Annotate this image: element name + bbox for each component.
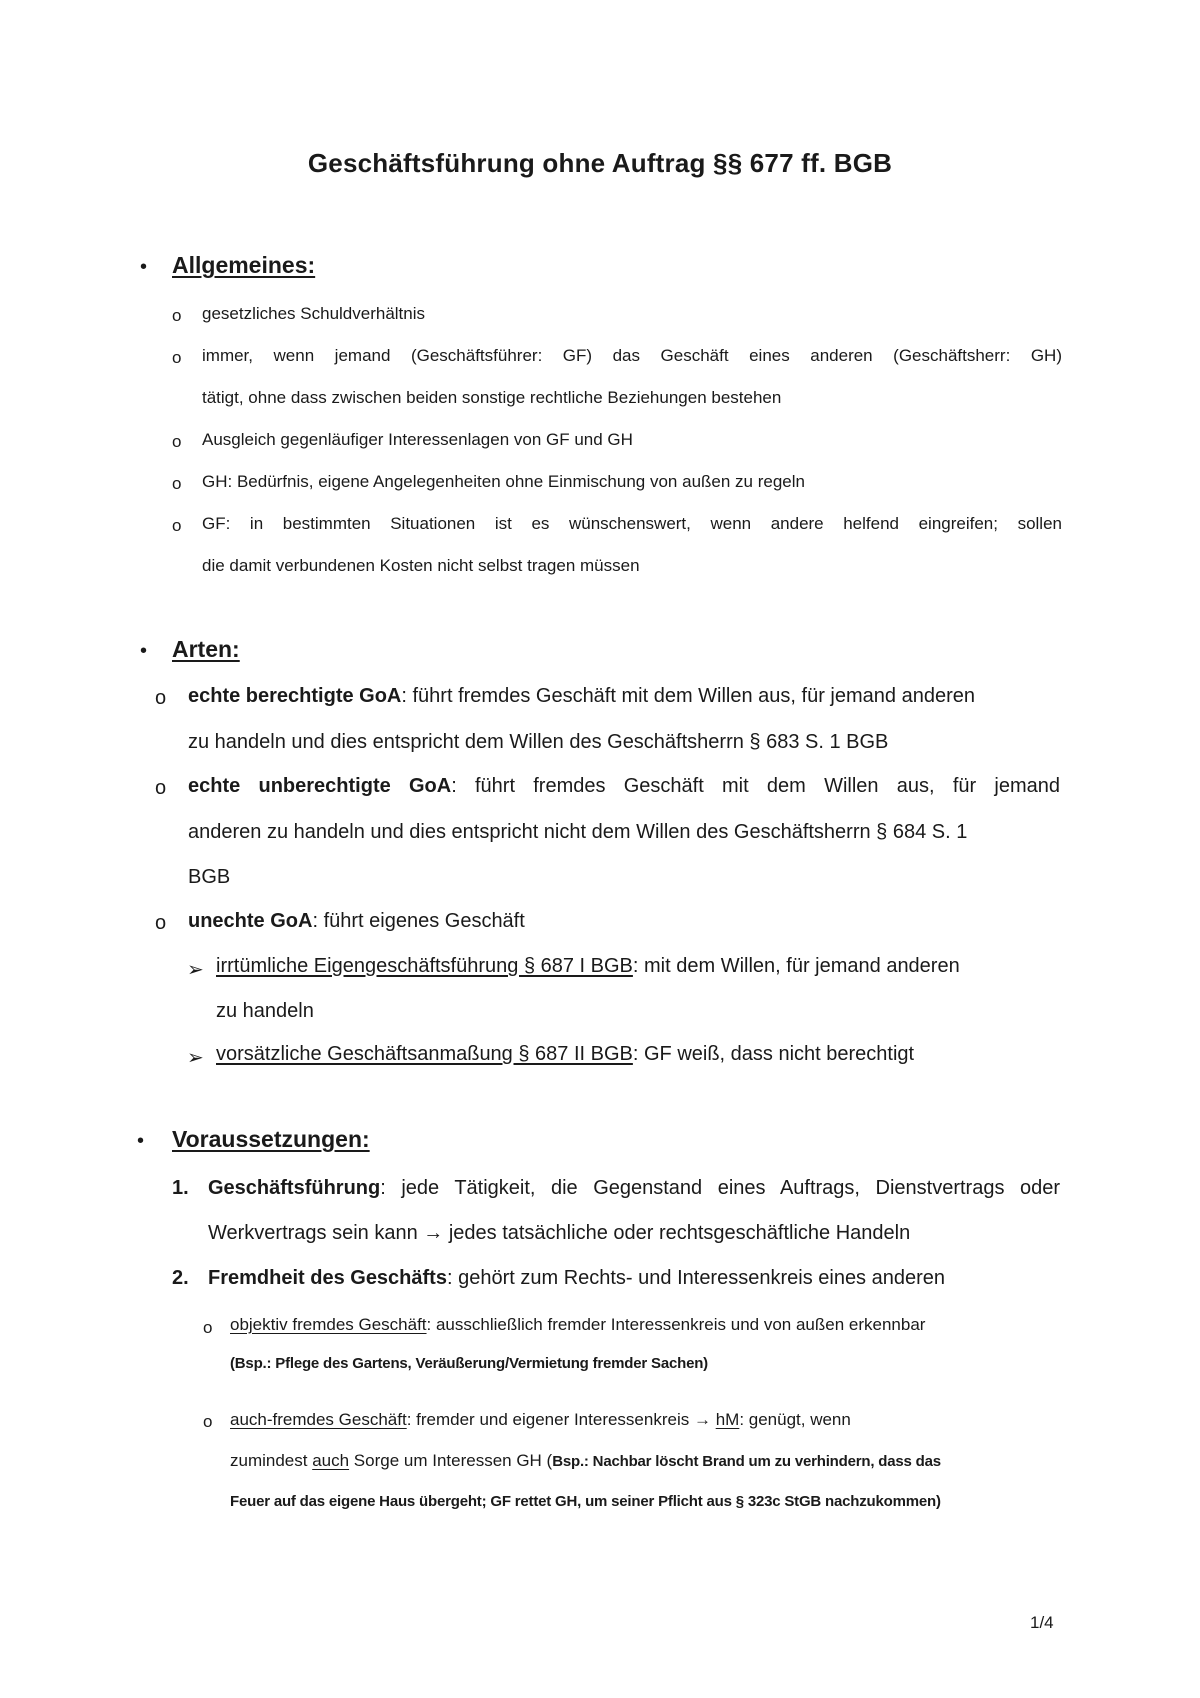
page-title: Geschäftsführung ohne Auftrag §§ 677 ff. BGB [307, 148, 893, 178]
emphasis: auch [312, 1451, 350, 1470]
term: vorsätzliche Geschäftsanmaßung § 687 II BGB [216, 1043, 633, 1065]
list-number: 1. [172, 1177, 189, 1199]
example-text: Feuer auf das eigene Haus übergeht; GF rettet GH, um seiner Pflicht aus § 323c StGB nachzukommen) [230, 1493, 941, 1510]
example-text: Bsp.: Nachbar löscht Brand um zu verhindern, dass das [552, 1453, 941, 1470]
definition: : jede Tätigkeit, die Gegenstand eines Auftrags, Dienstvertrags oder [380, 1177, 1060, 1199]
definition: : führt fremdes Geschäft mit dem Willen aus, für jemand anderen [401, 685, 975, 707]
sub-item-vorsaetzliche [216, 1043, 914, 1066]
definition: : fremder und eigener Interessenkreis → [406, 1410, 716, 1429]
list-item-continuation: tätigt, ohne dass zwischen beiden sonstige rechtliche Beziehungen bestehen [202, 388, 782, 407]
definition: : führt fremdes Geschäft mit dem Willen aus, für jemand [451, 775, 1060, 797]
list-marker: o [155, 777, 167, 799]
term: echte unberechtigte GoA [188, 775, 452, 797]
list-marker: o [203, 1318, 213, 1337]
list-item: immer, wenn jemand (Geschäftsführer: GF) das Geschäft eines anderen (Geschäftsherr: GH) [202, 346, 1062, 365]
text: zumindest [230, 1451, 313, 1470]
text: Sorge um Interessen GH ( [349, 1451, 553, 1470]
arrow-bullet-icon: ➢ [187, 1047, 204, 1069]
list-number: 2. [172, 1267, 189, 1289]
abbreviation: hM [715, 1410, 740, 1429]
list-item-continuation: anderen zu handeln und dies entspricht nicht dem Willen des Geschäftsherrn § 684 S. 1 [188, 821, 968, 843]
term: Fremdheit des Geschäfts [208, 1267, 447, 1289]
list-marker: o [172, 432, 182, 451]
list-item-fremdheit [208, 1267, 945, 1290]
list-marker: o [172, 306, 182, 325]
section-heading-allgemeines: Allgemeines: [172, 252, 316, 278]
list-item: gesetzliches Schuldverhältnis [202, 304, 426, 323]
sub-item-auch-fremd [230, 1410, 851, 1430]
term: auch-fremdes Geschäft [230, 1410, 407, 1429]
definition: : genügt, wenn [739, 1410, 851, 1429]
sub-item-objektiv [230, 1315, 925, 1335]
list-item-unechte [188, 910, 525, 933]
definition: : mit dem Willen, für jemand anderen [632, 955, 960, 977]
list-item-echte-berechtigte [188, 685, 975, 708]
sub-item-continuation [230, 1451, 941, 1471]
list-item-echte-unberechtigte [188, 775, 1060, 798]
section-heading-arten: Arten: [172, 636, 240, 662]
section-bullet: • [137, 1130, 145, 1152]
example-text: (Bsp.: Pflege des Gartens, Veräußerung/Vermietung fremder Sachen) [230, 1355, 708, 1372]
list-marker: o [172, 348, 182, 367]
list-marker: o [172, 516, 182, 535]
list-item-continuation: die damit verbundenen Kosten nicht selbst tragen müssen [202, 556, 640, 575]
definition: : ausschließlich fremder Interessenkreis und von außen erkennbar [426, 1315, 926, 1334]
list-marker: o [203, 1412, 213, 1431]
term: irrtümliche Eigengeschäftsführung § 687 I BGB [216, 955, 633, 977]
sub-item-continuation: zu handeln [216, 1000, 314, 1022]
arrow-bullet-icon: ➢ [187, 959, 204, 981]
definition: : führt eigenes Geschäft [312, 910, 525, 932]
list-marker: o [155, 687, 167, 709]
section-bullet: • [140, 640, 148, 662]
definition: : gehört zum Rechts- und Interessenkreis eines anderen [446, 1267, 946, 1289]
list-item-geschaeftsfuehrung [208, 1177, 1060, 1200]
sub-item-irrtuemliche [216, 955, 960, 978]
section-bullet: • [140, 256, 148, 278]
list-item: GH: Bedürfnis, eigene Angelegenheiten ohne Einmischung von außen zu regeln [202, 472, 805, 491]
list-marker: o [172, 474, 182, 493]
term: objektiv fremdes Geschäft [230, 1315, 427, 1334]
list-item: Ausgleich gegenläufiger Interessenlagen von GF und GH [202, 430, 633, 449]
list-marker: o [155, 912, 167, 934]
section-heading-voraussetzungen: Voraussetzungen: [172, 1126, 370, 1152]
term: echte berechtigte GoA [188, 685, 402, 707]
list-item-continuation: Werkvertrags sein kann → jedes tatsächliche oder rechtsgeschäftliche Handeln [208, 1222, 911, 1244]
term: Geschäftsführung [208, 1177, 381, 1199]
list-item-continuation: BGB [188, 866, 231, 888]
list-item: GF: in bestimmten Situationen ist es wünschenswert, wenn andere helfend eingreifen; sollen [202, 514, 1062, 533]
term: unechte GoA [188, 910, 313, 932]
page-number: 1/4 [1030, 1613, 1054, 1632]
definition: : GF weiß, dass nicht berechtigt [632, 1043, 915, 1065]
list-item-continuation: zu handeln und dies entspricht dem Willen des Geschäftsherrn § 683 S. 1 BGB [188, 731, 889, 753]
